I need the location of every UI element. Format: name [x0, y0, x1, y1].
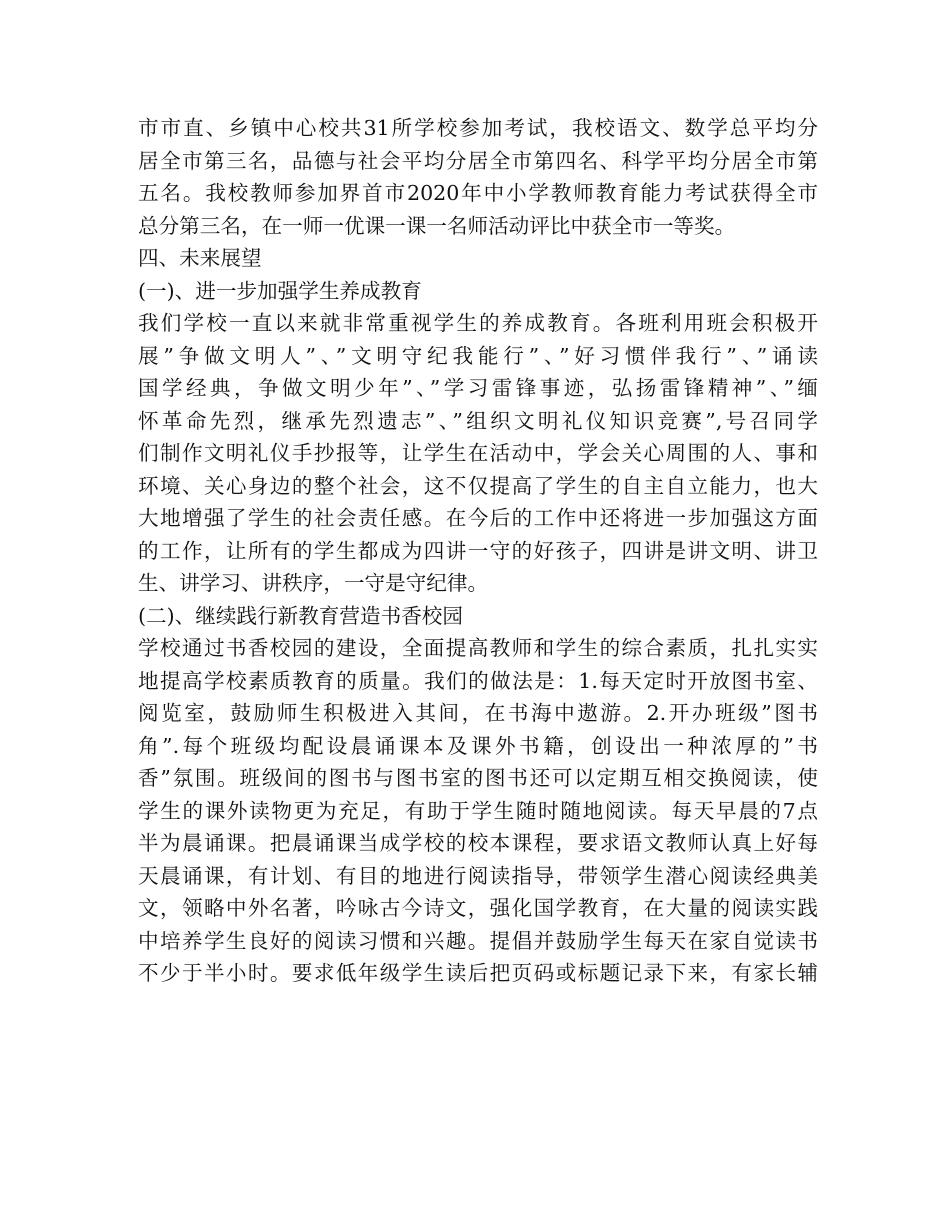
- text-line: 文，领略中外名著，吟咏古今诗文，强化国学教育，在大量的阅读实践: [138, 896, 818, 920]
- text-line: 展”争做文明人”、”文明守纪我能行”、”好习惯伴我行”、”诵读: [138, 343, 818, 368]
- text-line: 生、讲学习、讲秩序，一守是守纪律。: [138, 571, 489, 595]
- text-line: 我们学校一直以来就非常重视学生的养成教育。各班利用班会积极开: [138, 311, 818, 335]
- document-page: [138, 112, 818, 990]
- text-line: (二)、继续践行新教育营造书香校园: [138, 603, 463, 628]
- text-line: 阅览室，鼓励师生积极进入其间，在书海中遨游。2.开办班级”图书: [138, 701, 818, 725]
- text-line: 大地增强了学生的社会责任感。在今后的工作中还将进一步加强这方面: [138, 506, 818, 530]
- text-line: 中培养学生良好的阅读习惯和兴趣。提倡并鼓励学生每天在家自觉读书: [138, 928, 818, 953]
- text-line: 角”.每个班级均配设晨诵课本及课外书籍，创设出一种浓厚的”书: [138, 733, 818, 758]
- text-line: 四、未来展望: [138, 246, 262, 270]
- text-line: 们制作文明礼仪手抄报等，让学生在活动中，学会关心周围的人、事和: [138, 441, 818, 465]
- text-line: 国学经典，争做文明少年”、”学习雷锋事迹，弘扬雷锋精神”、”缅: [138, 376, 818, 400]
- text-line: 天晨诵课，有计划、有目的地进行阅读指导，带领学生潜心阅读经典美: [138, 863, 818, 888]
- text-line: 地提高学校素质教育的质量。我们的做法是：1.每天定时开放图书室、: [138, 668, 818, 693]
- text-line: 的工作，让所有的学生都成为四讲一守的好孩子，四讲是讲文明、讲卫: [138, 538, 818, 563]
- text-line: 学校通过书香校园的建设，全面提高教师和学生的综合素质，扎扎实实: [138, 636, 818, 660]
- text-line: 香”氛围。班级间的图书与图书室的图书还可以定期互相交换阅读，使: [138, 766, 818, 790]
- text-line: 怀革命先烈，继承先烈遗志”、”组织文明礼仪知识竞赛”,号召同学: [138, 408, 818, 433]
- text-line: 居全市第三名，品德与社会平均分居全市第四名、科学平均分居全市第: [138, 148, 818, 173]
- text-line: 总分第三名，在一师一优课一课一名师活动评比中获全市一等奖。: [138, 213, 736, 238]
- text-line: 半为晨诵课。把晨诵课当成学校的校本课程，要求语文教师认真上好每: [138, 831, 818, 855]
- text-line: 市市直、乡镇中心校共31所学校参加考试，我校语文、数学总平均分: [138, 116, 818, 140]
- text-line: 不少于半小时。要求低年级学生读后把页码或标题记录下来，有家长辅: [138, 961, 818, 985]
- text-line: 环境、关心身边的整个社会，这不仅提高了学生的自主自立能力，也大: [138, 473, 818, 498]
- text-line: (一)、进一步加强学生养成教育: [138, 278, 422, 303]
- text-line: 学生的课外读物更为充足，有助于学生随时随地阅读。每天早晨的7点: [138, 798, 818, 823]
- text-line: 五名。我校教师参加界首市2020年中小学教师教育能力考试获得全市: [138, 181, 818, 205]
